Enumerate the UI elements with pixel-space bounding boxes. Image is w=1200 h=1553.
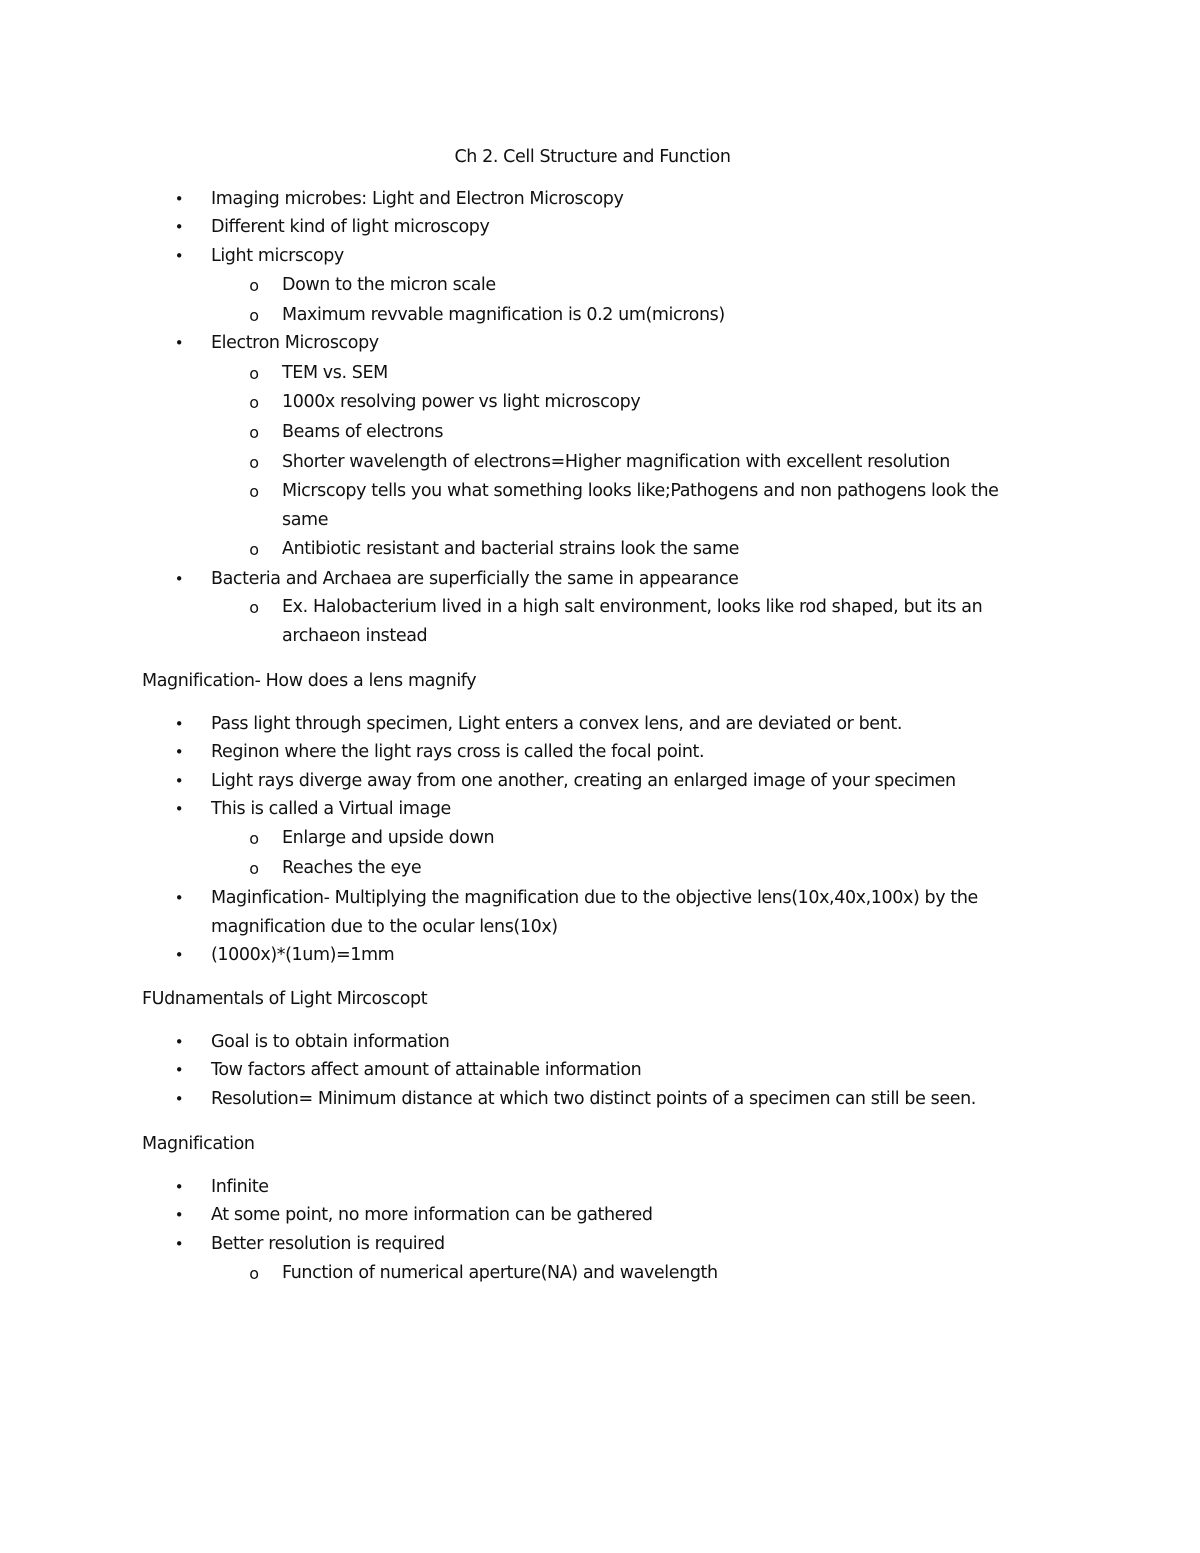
document-title: Ch 2. Cell Structure and Function [454, 147, 731, 167]
section-heading: FUdnamentals of Light Mircoscopt [142, 989, 428, 1009]
list-item-text: At some point, no more information can be gathered [211, 1205, 653, 1225]
list-item-text: Electron Microscopy [211, 333, 379, 353]
list-item-text: (1000x)*(1um)=1mm [211, 945, 395, 965]
sub-bullet-icon: o [249, 276, 259, 295]
bullet-icon: • [174, 800, 184, 818]
sub-list-item-text: Down to the micron scale [282, 275, 496, 295]
list-item-text: Tow factors affect amount of attainable information [211, 1060, 642, 1080]
list-item-text: Maginfication- Multiplying the magnification due to the objective lens(10x,40x,100x) by the magnification due to the ocular lens(10x) [211, 888, 978, 937]
sub-bullet-icon: o [249, 540, 259, 559]
bullet-icon: • [174, 889, 184, 907]
list-item-text: Different kind of light microscopy [211, 217, 490, 237]
list-item-text: Goal is to obtain information [211, 1032, 450, 1052]
sub-list-item-text: Maximum revvable magnification is 0.2 um(microns) [282, 305, 725, 325]
list-item-text: This is called a Virtual image [211, 799, 451, 819]
sub-bullet-icon: o [249, 393, 259, 412]
bullet-icon: • [174, 247, 184, 265]
sub-list-item-text: Beams of electrons [282, 422, 444, 442]
bullet-icon: • [174, 743, 184, 761]
sub-bullet-icon: o [249, 1264, 259, 1283]
section-heading: Magnification- How does a lens magnify [142, 671, 477, 691]
list-item-text: Imaging microbes: Light and Electron Microscopy [211, 189, 624, 209]
sub-list-item-text: 1000x resolving power vs light microscopy [282, 392, 641, 412]
list-item-text: Infinite [211, 1177, 269, 1197]
sub-bullet-icon: o [249, 364, 259, 383]
bullet-icon: • [174, 1033, 184, 1051]
list-item-text: Resolution= Minimum distance at which two distinct points of a specimen can still be seen. [211, 1089, 976, 1109]
section-heading: Magnification [142, 1134, 255, 1154]
sub-bullet-icon: o [249, 829, 259, 848]
sub-list-item-text: Ex. Halobacterium lived in a high salt environment, looks like rod shaped, but its an archaeon instead [282, 597, 983, 646]
sub-bullet-icon: o [249, 423, 259, 442]
list-item-text: Bacteria and Archaea are superficially the same in appearance [211, 569, 739, 589]
list-item-text: Light micrscopy [211, 246, 344, 266]
list-item-text: Reginon where the light rays cross is called the focal point. [211, 742, 705, 762]
list-item-text: Pass light through specimen, Light enters a convex lens, and are deviated or bent. [211, 714, 902, 734]
bullet-icon: • [174, 1061, 184, 1079]
sub-list-item-text: Function of numerical aperture(NA) and wavelength [282, 1263, 718, 1283]
bullet-icon: • [174, 1206, 184, 1224]
sub-bullet-icon: o [249, 453, 259, 472]
bullet-icon: • [174, 218, 184, 236]
bullet-icon: • [174, 772, 184, 790]
sub-bullet-icon: o [249, 598, 259, 617]
bullet-icon: • [174, 570, 184, 588]
bullet-icon: • [174, 946, 184, 964]
bullet-icon: • [174, 190, 184, 208]
sub-list-item-text: Enlarge and upside down [282, 828, 495, 848]
sub-list-item-text: Shorter wavelength of electrons=Higher magnification with excellent resolution [282, 452, 950, 472]
sub-list-item-text: Micrscopy tells you what something looks like;Pathogens and non pathogens look the same [282, 481, 999, 530]
bullet-icon: • [174, 715, 184, 733]
list-item-text: Better resolution is required [211, 1234, 445, 1254]
sub-bullet-icon: o [249, 306, 259, 325]
bullet-icon: • [174, 1090, 184, 1108]
bullet-icon: • [174, 1235, 184, 1253]
list-item-text: Light rays diverge away from one another, creating an enlarged image of your specimen [211, 771, 956, 791]
sub-bullet-icon: o [249, 482, 259, 501]
sub-bullet-icon: o [249, 859, 259, 878]
bullet-icon: • [174, 1178, 184, 1196]
sub-list-item-text: Reaches the eye [282, 858, 422, 878]
bullet-icon: • [174, 334, 184, 352]
sub-list-item-text: TEM vs. SEM [282, 363, 388, 383]
sub-list-item-text: Antibiotic resistant and bacterial strains look the same [282, 539, 739, 559]
